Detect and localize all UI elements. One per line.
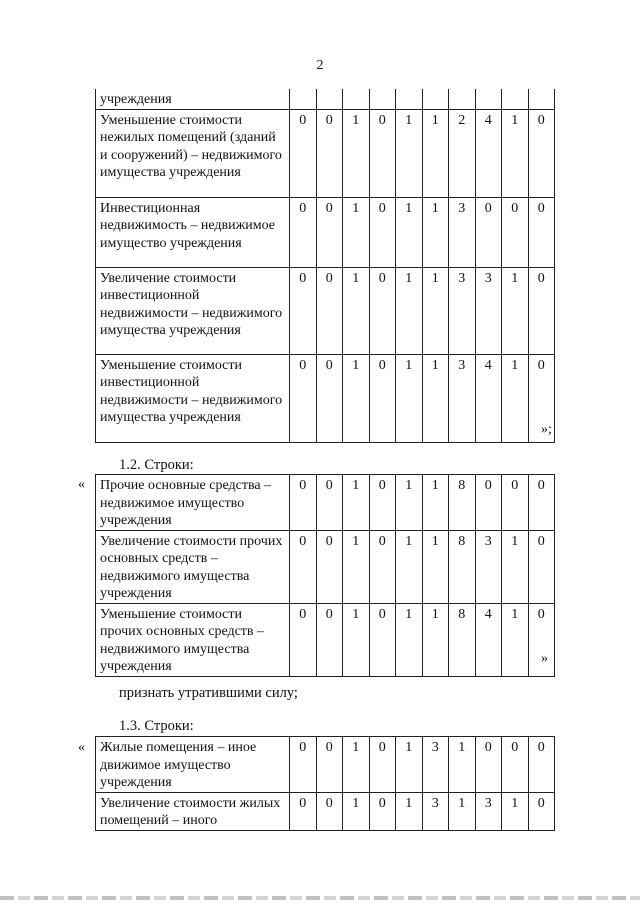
code-digit: 3 [475, 530, 502, 603]
code-digit [475, 89, 502, 109]
code-digit: 0 [528, 475, 555, 531]
code-digit [449, 89, 476, 109]
code-digit: 0 [290, 530, 317, 603]
code-digit: 0 [502, 737, 529, 793]
code-digit: 1 [422, 603, 449, 676]
code-digit: 1 [449, 737, 476, 793]
code-digit: 1 [502, 603, 529, 676]
code-digit: 1 [396, 354, 423, 442]
code-digit: 1 [502, 792, 529, 830]
scan-artifact-strip [0, 896, 640, 900]
table-row [96, 354, 555, 442]
code-digit: 1 [422, 354, 449, 442]
code-digit: 4 [475, 603, 502, 676]
code-digit: 1 [343, 475, 370, 531]
code-digit: 8 [449, 475, 476, 531]
code-digit: 0 [528, 737, 555, 793]
code-digit: 0 [528, 354, 555, 442]
row-label: Жилые помещения – иное движимое имущество учреждения [96, 737, 290, 793]
table-row [96, 530, 555, 603]
code-digit: 3 [475, 792, 502, 830]
code-digit [422, 89, 449, 109]
code-digit: 1 [396, 475, 423, 531]
code-digit: 0 [369, 737, 396, 793]
code-digit: 0 [316, 354, 343, 442]
code-digit: 3 [475, 267, 502, 354]
code-digit: 0 [290, 737, 317, 793]
code-digit: 1 [502, 354, 529, 442]
code-digit: 8 [449, 530, 476, 603]
code-digit: 1 [422, 475, 449, 531]
table-row [96, 197, 555, 267]
code-digit [316, 89, 343, 109]
code-digit: 1 [396, 737, 423, 793]
code-digit: 0 [369, 197, 396, 267]
code-digit: 0 [528, 603, 555, 676]
table-row [96, 89, 555, 109]
code-digit: 3 [422, 792, 449, 830]
opening-quote: « [78, 740, 85, 755]
code-digit: 0 [528, 197, 555, 267]
table-row [96, 737, 555, 793]
code-digit [396, 89, 423, 109]
code-digit: 1 [422, 267, 449, 354]
opening-quote: « [78, 477, 85, 492]
code-digit: 1 [396, 792, 423, 830]
code-digit: 3 [449, 267, 476, 354]
code-digit: 0 [528, 530, 555, 603]
row-label: Прочие основные средства – недвижимое имущество учреждения [96, 475, 290, 531]
code-digit: 1 [396, 267, 423, 354]
code-digit: 1 [343, 603, 370, 676]
code-digit: 1 [343, 530, 370, 603]
code-digit: 0 [369, 792, 396, 830]
code-digit: 0 [290, 475, 317, 531]
code-digit: 1 [502, 267, 529, 354]
code-digit: 0 [502, 197, 529, 267]
code-digit [369, 89, 396, 109]
code-digit: 0 [528, 267, 555, 354]
code-digit [528, 89, 555, 109]
row-label: Увеличение стоимости инвестиционной недвижимости – недвижимого имущества учреждения [96, 267, 290, 354]
row-label: Уменьшение стоимости прочих основных средств – недвижимого имущества учреждения [96, 603, 290, 676]
code-digit: 0 [290, 109, 317, 197]
code-digit: 0 [475, 737, 502, 793]
code-digit: 0 [316, 109, 343, 197]
code-digit [343, 89, 370, 109]
code-digit: 1 [343, 109, 370, 197]
account-codes-table-3 [95, 736, 555, 831]
code-digit: 3 [449, 354, 476, 442]
code-digit: 0 [316, 197, 343, 267]
code-digit: 0 [502, 475, 529, 531]
code-digit: 8 [449, 603, 476, 676]
code-digit: 0 [475, 475, 502, 531]
code-digit: 4 [475, 354, 502, 442]
code-digit: 0 [369, 109, 396, 197]
row-label: Увеличение стоимости прочих основных средств – недвижимого имущества учреждения [96, 530, 290, 603]
code-digit: 0 [528, 792, 555, 830]
code-digit: 0 [290, 267, 317, 354]
code-digit: 0 [290, 197, 317, 267]
code-digit: 0 [290, 603, 317, 676]
code-digit: 1 [343, 267, 370, 354]
section-heading-1-2: 1.2. Строки: [119, 457, 194, 473]
code-digit: 3 [449, 197, 476, 267]
code-digit: 0 [316, 603, 343, 676]
row-label: Уменьшение стоимости нежилых помещений (зданий и сооружений) – недвижимого имущества учреждения [96, 109, 290, 197]
row-label: Увеличение стоимости жилых помещений – иного [96, 792, 290, 830]
code-digit: 0 [316, 475, 343, 531]
code-digit: 0 [369, 530, 396, 603]
closing-quote: »; [541, 422, 552, 437]
table-row [96, 603, 555, 676]
code-digit: 0 [316, 267, 343, 354]
closing-quote: » [541, 651, 548, 666]
section-heading-1-3: 1.3. Строки: [119, 718, 194, 734]
code-digit: 1 [343, 197, 370, 267]
account-codes-table-1 [95, 89, 555, 443]
code-digit: 1 [343, 737, 370, 793]
code-digit: 1 [422, 197, 449, 267]
code-digit: 0 [290, 792, 317, 830]
code-digit: 0 [369, 354, 396, 442]
code-digit: 1 [396, 197, 423, 267]
code-digit [502, 89, 529, 109]
code-digit: 1 [343, 354, 370, 442]
code-digit: 1 [422, 530, 449, 603]
code-digit: 0 [475, 197, 502, 267]
repeal-statement: признать утратившими силу; [119, 685, 298, 701]
code-digit: 1 [449, 792, 476, 830]
code-digit: 0 [316, 792, 343, 830]
code-digit [290, 89, 317, 109]
row-label: Уменьшение стоимости инвестиционной недвижимости – недвижимого имущества учреждения [96, 354, 290, 442]
code-digit: 2 [449, 109, 476, 197]
code-digit: 1 [343, 792, 370, 830]
code-digit: 0 [316, 737, 343, 793]
table-row [96, 792, 555, 830]
page-number: 2 [316, 58, 324, 73]
code-digit: 1 [422, 109, 449, 197]
code-digit: 3 [422, 737, 449, 793]
row-label: учреждения [96, 89, 290, 109]
code-digit: 1 [396, 603, 423, 676]
code-digit: 0 [369, 475, 396, 531]
code-digit: 0 [290, 354, 317, 442]
code-digit: 1 [502, 530, 529, 603]
code-digit: 0 [528, 109, 555, 197]
row-label: Инвестиционная недвижимость – недвижимое имущество учреждения [96, 197, 290, 267]
code-digit: 0 [316, 530, 343, 603]
account-codes-table-2 [95, 474, 555, 677]
table-row [96, 267, 555, 354]
table-row [96, 109, 555, 197]
code-digit: 0 [369, 603, 396, 676]
code-digit: 0 [369, 267, 396, 354]
code-digit: 4 [475, 109, 502, 197]
code-digit: 1 [502, 109, 529, 197]
code-digit: 1 [396, 530, 423, 603]
table-row [96, 475, 555, 531]
code-digit: 1 [396, 109, 423, 197]
